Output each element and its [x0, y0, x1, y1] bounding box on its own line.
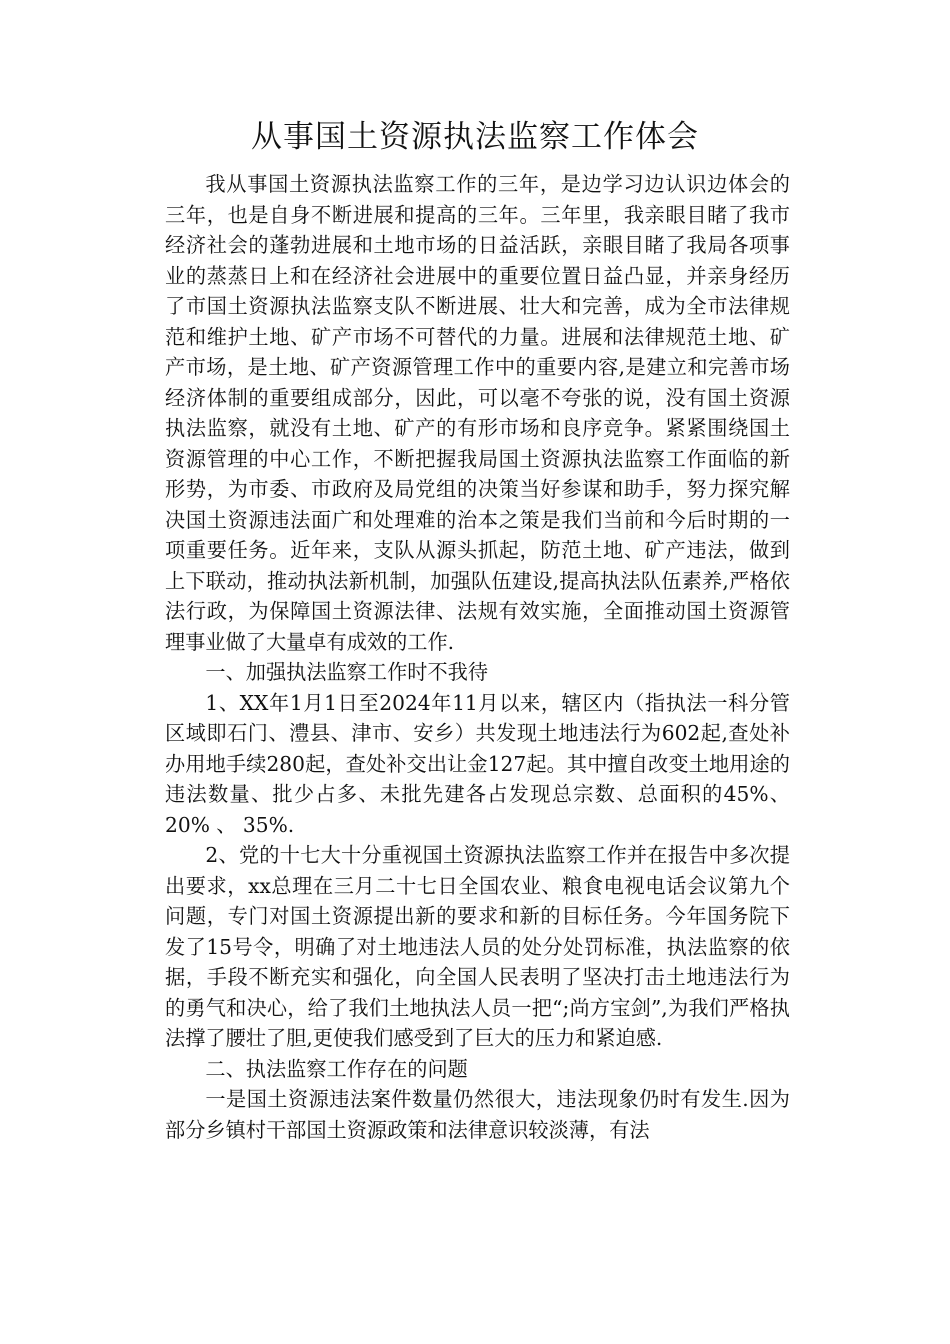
- paragraph-item-1: 1、XX年1月1日至2024年11月以来，辖区内（指执法一科分管区域即石门、澧县、津市、安乡）共发现土地违法行为602起,查处补办用地手续280起，查处补交出让金127起。其中擅自改变土地用途的违法数量、批少占多、未批先建各占发现总宗数、总面积的45%、 20% 、 35%.: [165, 690, 790, 837]
- document-body: [165, 169, 790, 1145]
- paragraph-item-2: 2、党的十七大十分重视国土资源执法监察工作并在报告中多次提出要求，xx总理在三月二十七日全国农业、粮食电视电话会议第九个问题，专门对国土资源提出新的要求和新的目标任务。今年国务院下发了15号令，明确了对土地违法人员的处分处罚标准，执法监察的依据，手段不断充实和强化，向全国人民表明了坚决打击土地违法行为的勇气和决心，给了我们土地执法人员一把“;尚方宝剑”,为我们严格执法撑了腰壮了胆,更使我们感受到了巨大的压力和紧迫感.: [165, 843, 790, 1050]
- section-heading-2: 二、执法监察工作存在的问题: [205, 1056, 468, 1081]
- paragraph-problem-1: 一是国土资源违法案件数量仍然很大，违法现象仍时有发生.因为部分乡镇村干部国土资源政策和法律意识较淡薄，有法: [165, 1087, 790, 1142]
- section-heading-1: 一、加强执法监察工作时不我待: [205, 660, 489, 684]
- paragraph-intro: 我从事国土资源执法监察工作的三年，是边学习边认识边体会的三年，也是自身不断进展和提高的三年。三年里，我亲眼目睹了我市经济社会的蓬勃进展和土地市场的日益活跃，亲眼目睹了我局各项事业的蒸蒸日上和在经济社会进展中的重要位置日益凸显，并亲身经历了市国土资源执法监察支队不断进展、壮大和完善，成为全市法律规范和维护土地、矿产市场不可替代的力量。进展和法律规范土地、矿产市场，是土地、矿产资源管理工作中的重要内容,是建立和完善市场经济体制的重要组成部分，因此，可以毫不夸张的说，没有国土资源执法监察，就没有土地、矿产的有形市场和良序竞争。紧紧围绕国土资源管理的中心工作，不断把握我局国土资源执法监察工作面临的新形势，为市委、市政府及局党组的决策当好参谋和助手，努力探究解决国土资源违法面广和处理难的治本之策是我们当前和今后时期的一项重要任务。近年来，支队从源头抓起，防范土地、矿产违法，做到上下联动，推动执法新机制，加强队伍建设,提高执法队伍素养,严格依法行政，为保障国土资源法律、法规有效实施，全面推动国土资源管理事业做了大量卓有成效的工作.: [165, 172, 790, 654]
- document-title: 从事国土资源执法监察工作体会: [251, 119, 699, 155]
